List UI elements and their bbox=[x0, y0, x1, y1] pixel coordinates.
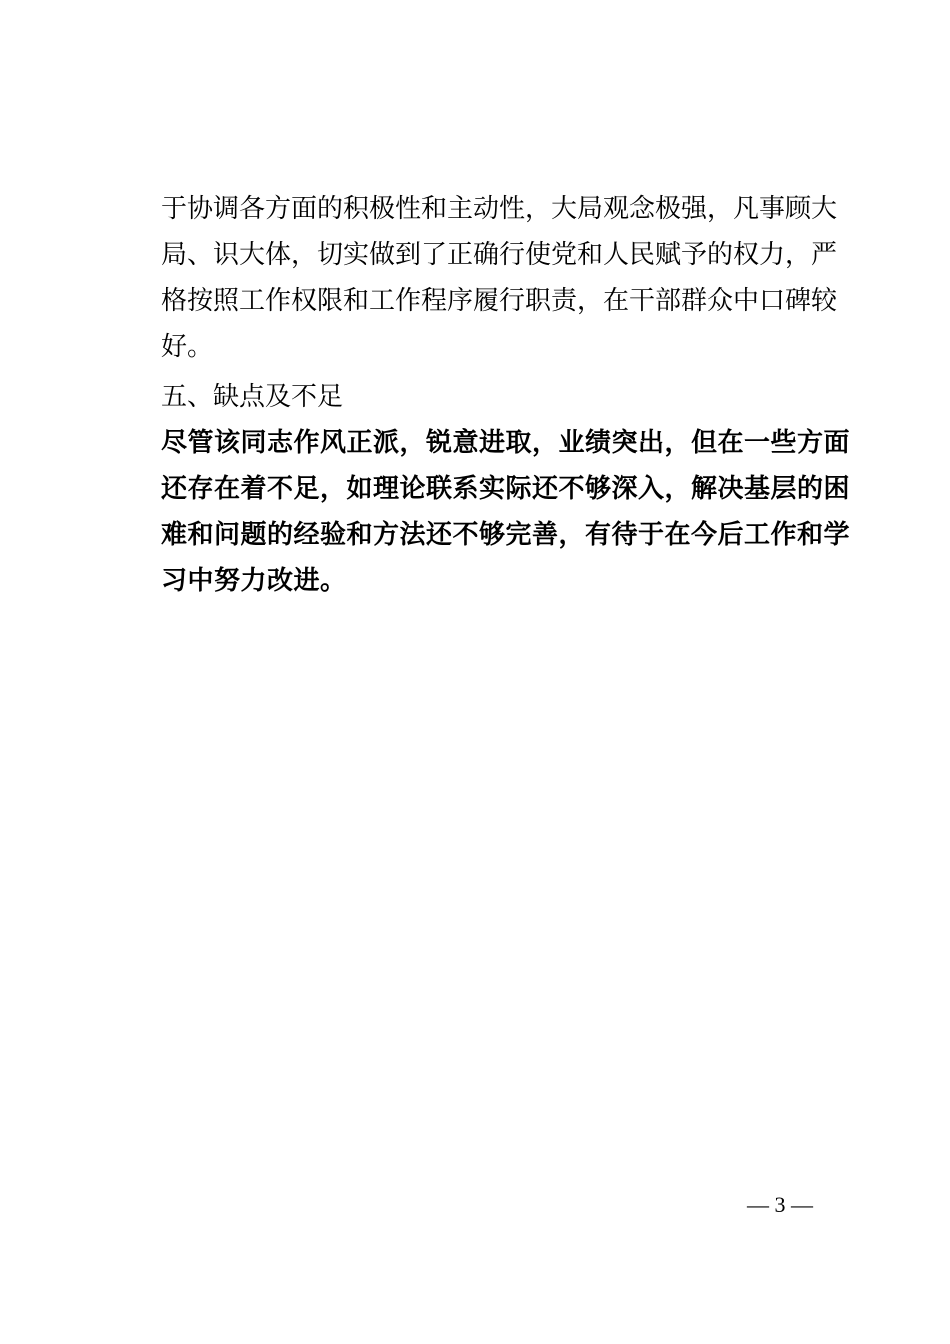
section-heading: 五、缺点及不足 bbox=[161, 382, 344, 412]
paragraph-line: 局、识大体，切实做到了正确行使党和人民赋予的权力，严 bbox=[161, 240, 838, 270]
document-body bbox=[161, 186, 851, 604]
paragraph-line: 还存在着不足，如理论联系实际还不够深入，解决基层的困 bbox=[161, 474, 851, 504]
paragraph-line: 难和问题的经验和方法还不够完善，有待于在今后工作和学 bbox=[161, 520, 851, 550]
paragraph-line: 习中努力改进。 bbox=[161, 566, 347, 596]
paragraph-line: 尽管该同志作风正派，锐意进取，业绩突出，但在一些方面 bbox=[161, 428, 851, 458]
paragraph-line: 好。 bbox=[161, 332, 214, 362]
page-number: — 3 — bbox=[747, 1192, 813, 1217]
paragraph-line: 格按照工作权限和工作程序履行职责，在干部群众中口碑较 bbox=[161, 286, 838, 316]
paragraph-conduct bbox=[161, 186, 838, 370]
paragraph-line: 于协调各方面的积极性和主动性，大局观念极强，凡事顾大 bbox=[161, 194, 838, 224]
paragraph-shortcomings bbox=[161, 420, 851, 604]
